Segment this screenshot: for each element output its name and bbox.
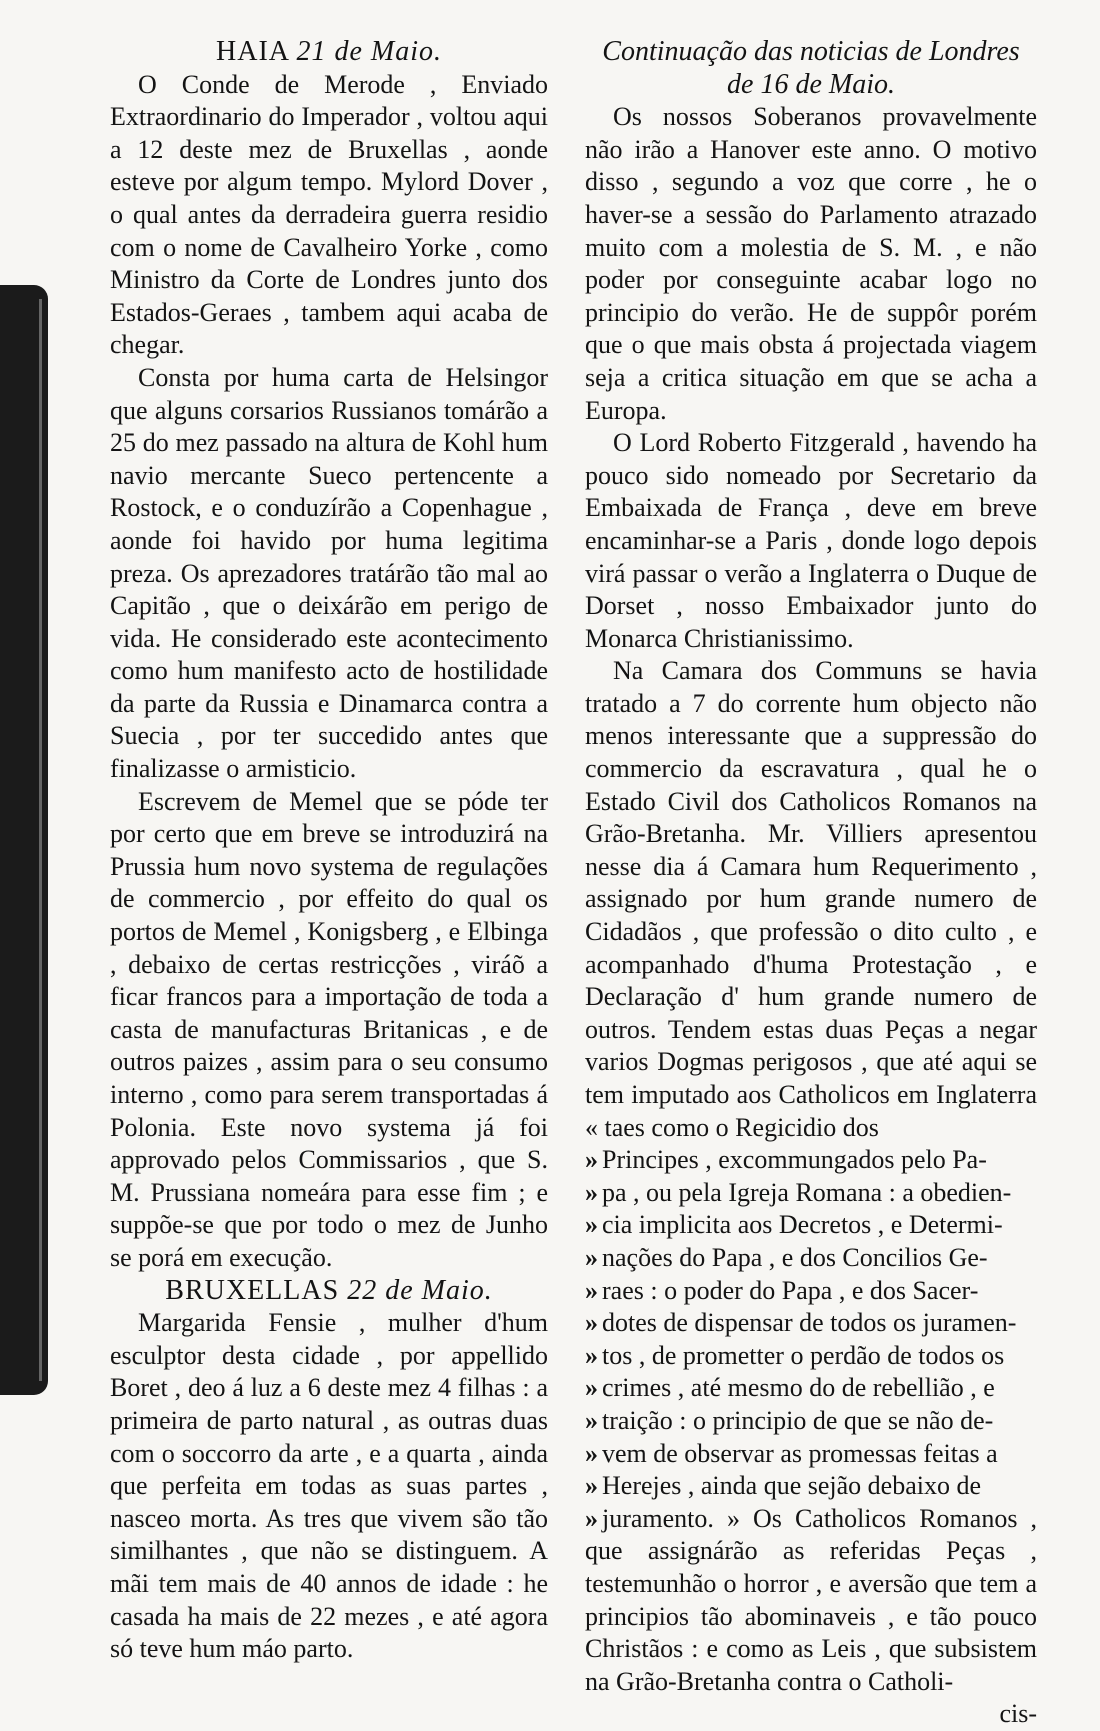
quotation-line — [585, 1405, 1037, 1438]
heading-line-1: Continuação das noticias de Londres — [602, 36, 1020, 67]
quotation-line-text: crimes , até mesmo do de rebellião , e — [602, 1373, 995, 1403]
quote-mark: » — [585, 1177, 598, 1207]
london-paragraph-4: Os Catholicos Romanos , que assignárão as referidas Peças , testemunhão o horror , e aversão que tem a principios tão abominaveis , e tão pouco Christãos : e como as Leis , que subsistem na Grão-Bretanha contra o Catholi- — [585, 1503, 1037, 1696]
heading-line-2: de 16 de Maio. — [727, 68, 895, 100]
quote-mark: » — [585, 1242, 598, 1272]
quotation-line-text: raes : o poder do Papa , e dos Sacer- — [602, 1275, 979, 1305]
quotation-line — [585, 1470, 1037, 1503]
quotation-line — [585, 1307, 1037, 1340]
binding-shadow — [0, 285, 48, 1395]
dateline-place: BRUXELLAS — [165, 1274, 340, 1306]
quotation-line — [585, 1144, 1037, 1177]
quote-mark: » — [585, 1373, 598, 1403]
catchword: cis- — [999, 1699, 1037, 1729]
quotation-line — [585, 1177, 1037, 1210]
quotation-line — [585, 1372, 1037, 1405]
london-paragraph-2: O Lord Roberto Fitzgerald , havendo ha pouco sido nomeado por Secretario da Embaixada de França , deve em breve encaminhar-se a Paris , donde logo depois virá passar o verão a Inglaterra o Duque de Dorset , nosso Embaixador junto do Monarca Christianissimo. — [585, 428, 1037, 653]
haia-paragraph-1: O Conde de Merode , Enviado Extraordinario do Imperador , voltou aqui a 12 deste mez de Bruxellas , aonde esteve por algum tempo. Mylord Dover , o qual antes da derradeira guerra residio com o nome de Cavalheiro Yorke , como Ministro da Corte de Londres junto dos Estados-Geraes , tambem aqui acaba de chegar. — [110, 69, 548, 360]
dateline-bruxellas — [110, 1275, 548, 1308]
quote-mark: » — [585, 1503, 598, 1533]
dateline-date: 21 de Maio. — [296, 36, 442, 67]
quotation-line — [585, 1340, 1037, 1373]
quotation-line-text: Herejes , ainda que sejão debaixo de — [602, 1471, 982, 1501]
quotation-line — [585, 1209, 1037, 1242]
dateline-date: 22 de Maio. — [347, 1274, 493, 1306]
quotation-line-text: traição : o principio de que se não de- — [602, 1405, 994, 1435]
quotation-block — [585, 1144, 1037, 1503]
quote-mark: » — [585, 1308, 598, 1338]
quote-mark: » — [585, 1340, 598, 1370]
section-heading — [585, 36, 1037, 69]
quote-mark: » — [585, 1405, 598, 1435]
haia-paragraph-3: Escrevem de Memel que se póde ter por certo que em breve se introduzirá na Prussia hum novo systema de regulações de commercio , por effeito do qual os portos de Memel , Konigsberg , e Elbinga , debaixo de certas restricções , viráõ a ficar francos para a importação de toda a casta de manufacturas Britanicas , e de outros paizes , assim para o seu consumo interno , como para serem transportadas á Polonia. Este novo systema já foi approvado pelos Commissarios , que S. M. Prussiana nomeára para esse fim ; e suppõe-se que por todo o mez de Junho se porá em execução. — [110, 786, 548, 1272]
quotation-line-text: tos , de prometter o perdão de todos os — [602, 1340, 1005, 1370]
quotation-line — [585, 1242, 1037, 1275]
dateline-place: HAIA — [216, 36, 289, 67]
quotation-line — [585, 1275, 1037, 1308]
haia-paragraph-2: Consta por huma carta de Helsingor que alguns corsarios Russianos tomárão a 25 do mez passado na altura de Kohl hum navio mercante Sueco pertencente a Rostock, e o conduzírão a Copenhague , aonde foi havido por huma legitima preza. Os aprezadores tratárão tão mal ao Capitão , que o deixárão em perigo de vida. He considerado este acontecimento como hum manifesto acto de hostilidade da parte da Russia e Dinamarca contra a Suecia , por ter succedido antes que finalizasse o armisticio. — [110, 362, 548, 784]
quotation-line-text: dotes de dispensar de todos os juramen- — [602, 1308, 1017, 1338]
quotation-end-line — [585, 1503, 1037, 1699]
quote-mark: » — [585, 1471, 598, 1501]
quote-mark: » — [585, 1145, 598, 1175]
london-paragraph-1: Os nossos Soberanos provavelmente não irão a Hanover este anno. O motivo disso , segundo a voz que corre , he o haver-se a sessão do Parlamento atrazado muito com a molestia de S. M. , e não poder por conseguinte acabar logo no principio do verão. He de suppôr porém que o que mais obsta á projectada viagem seja a critica situação em que se acha a Europa. — [585, 102, 1037, 425]
quote-mark: » — [585, 1438, 598, 1468]
quotation-line-text: nações do Papa , e dos Concilios Ge- — [602, 1242, 988, 1272]
london-paragraph-3: Na Camara dos Communs se havia tratado a 7 do corrente hum objecto não menos interessante que a suppressão do commercio da escravatura , qual he o Estado Civil dos Catholicos Romanos na Grão-Bretanha. Mr. Villiers apresentou nesse dia á Camara hum Requerimento , assignado por hum grande numero de Cidadãos , que professão o dito culto , e acompanhado d'huma Protestação , e Declaração d' hum grande numero de outros. Tendem estas duas Peças a negar varios Dogmas perigosos , que até aqui se tem imputado aos Catholicos em Inglaterra « taes como o Regicidio dos — [585, 656, 1037, 1142]
quotation-line-text: Principes , excommungados pelo Pa- — [602, 1145, 987, 1175]
quotation-end-text: juramento. » — [602, 1503, 740, 1533]
quote-mark: » — [585, 1210, 598, 1240]
quotation-line-text: pa , ou pela Igreja Romana : a obedien- — [602, 1177, 1012, 1207]
dateline-haia — [110, 36, 548, 69]
quotation-line-text: cia implicita aos Decretos , e Determi- — [602, 1210, 1003, 1240]
left-column — [110, 36, 548, 1666]
quotation-line — [585, 1438, 1037, 1471]
quote-mark: » — [585, 1275, 598, 1305]
quotation-line-text: vem de observar as promessas feitas a — [602, 1438, 998, 1468]
section-subheading — [585, 69, 1037, 102]
bruxellas-paragraph-1: Margarida Fensie , mulher d'hum esculptor desta cidade , por appellido Boret , deo á luz a 6 deste mez 4 filhas : a primeira de parto natural , as outras duas com o soccorro da arte , e a quarta , ainda que perfeita em todas as suas partes , nasceo morta. As tres que vivem são tão similhantes , que não se distinguem. A mãi tem mais de 40 annos de idade : he casada ha mais de 22 mezes , e até agora só teve hum máo parto. — [110, 1308, 548, 1664]
right-column — [585, 36, 1037, 1731]
